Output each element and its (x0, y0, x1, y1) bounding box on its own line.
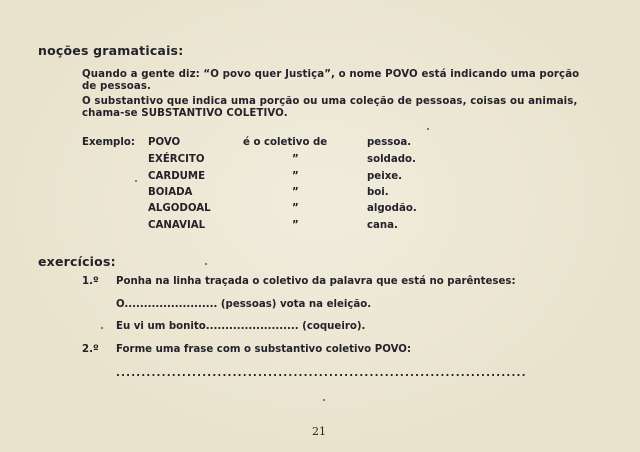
example-word: CANAVIAL (148, 220, 206, 231)
ditto-mark: ” (292, 154, 299, 165)
exercise-1-line-1: O........................ (pessoas) vota na eleição. (116, 299, 372, 310)
ditto-mark: ” (292, 171, 299, 182)
exercise-1-instruction: Ponha na linha traçada o coletivo da palavra que está no parênteses: (116, 276, 516, 287)
page-number: 21 (312, 425, 326, 438)
heading-nocoes-gramaticais: noções gramaticais: (38, 43, 184, 58)
example-relation: é o coletivo de (243, 137, 328, 148)
example-word: POVO (148, 137, 181, 148)
paper-speck (205, 263, 207, 265)
heading-exercicios: exercícios: (38, 254, 116, 269)
example-result: algodão. (367, 203, 417, 214)
paper-speck (101, 327, 103, 329)
example-result: pessoa. (367, 137, 412, 148)
exercise-1-line-2: Eu vi um bonito........................ (coqueiro). (116, 321, 366, 332)
example-word: CARDUME (148, 171, 206, 182)
exercise-2-number: 2.º (82, 344, 99, 355)
paper-speck (135, 180, 137, 182)
paper-speck (323, 399, 325, 401)
explanation-line-3: O substantivo que indica uma porção ou uma coleção de pessoas, coisas ou animais, (82, 96, 578, 107)
ditto-mark: ” (292, 220, 299, 231)
example-result: boi. (367, 187, 389, 198)
exercise-2-instruction: Forme uma frase com o substantivo coletivo POVO: (116, 344, 412, 355)
example-result: soldado. (367, 154, 416, 165)
ditto-mark: ” (292, 187, 299, 198)
ditto-mark: ” (292, 203, 299, 214)
answer-dotted-line: ................................................................................. (116, 368, 527, 379)
example-result: peixe. (367, 171, 403, 182)
explanation-line-4: chama-se SUBSTANTIVO COLETIVO. (82, 108, 288, 119)
example-label: Exemplo: (82, 137, 135, 148)
example-word: ALGODOAL (148, 203, 211, 214)
example-result: cana. (367, 220, 398, 231)
explanation-line-2: de pessoas. (82, 81, 151, 92)
example-word: BOIADA (148, 187, 193, 198)
example-word: EXÉRCITO (148, 154, 205, 165)
exercise-1-number: 1.º (82, 276, 99, 287)
paper-speck (427, 128, 429, 130)
explanation-line-1: Quando a gente diz: “O povo quer Justiça”, o nome POVO está indicando uma porção (82, 69, 580, 80)
